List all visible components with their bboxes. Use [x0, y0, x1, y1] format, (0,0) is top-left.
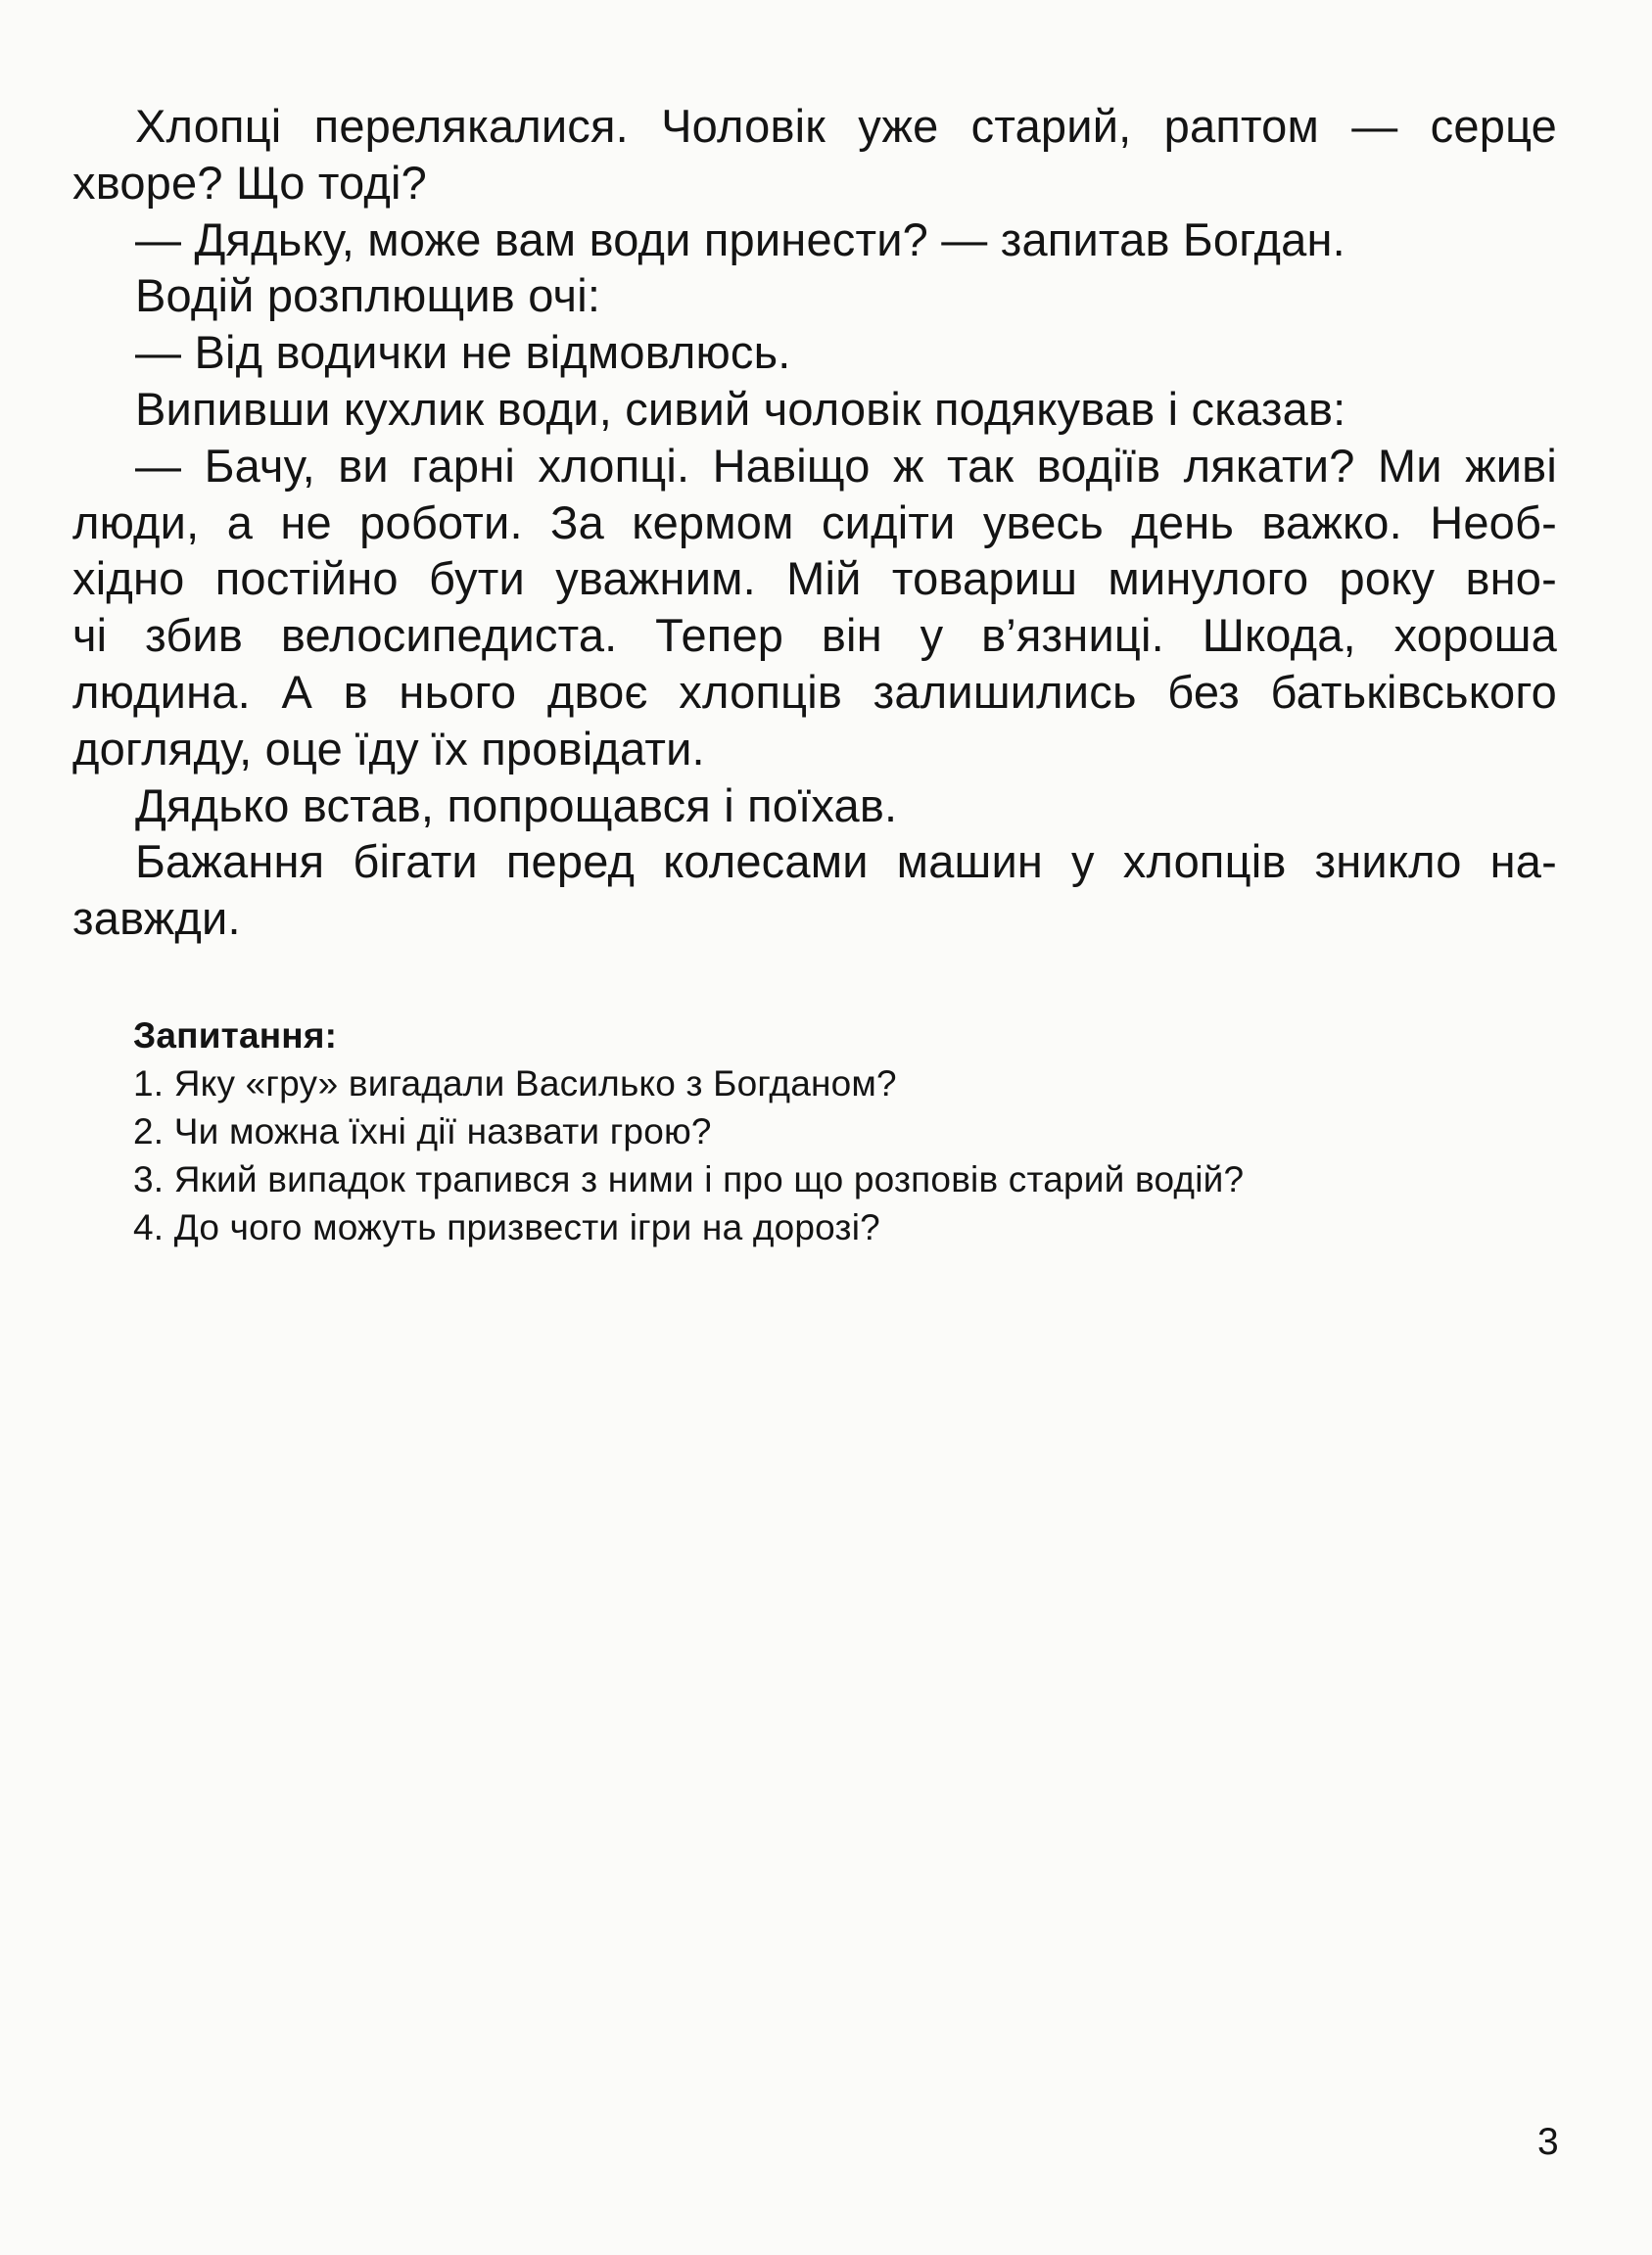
page-number: 3: [1537, 2121, 1559, 2163]
story-line: догляду, оце їду їх провідати.: [72, 722, 705, 775]
story-text: [72, 98, 1557, 947]
questions-heading: Запитання:: [133, 1015, 338, 1056]
story-line: Водій розплющив очі:: [135, 269, 601, 322]
story-line: Хлопці перелякалися. Чоловік уже старий, раптом — серце: [135, 100, 1557, 152]
question-item: 3. Який випадок трапився з ними і про що розповів старий водій?: [133, 1159, 1245, 1199]
story-line: чі збив велосипедиста. Тепер він у в’язниці. Шкода, хороша: [72, 609, 1557, 662]
question-item: 2. Чи можна їхні дії назвати грою?: [133, 1111, 712, 1151]
story-line: люди, а не роботи. За кермом сидіти увесь день важко. Необ-: [72, 495, 1557, 548]
question-item: 4. До чого можуть призвести ігри на дорозі?: [133, 1207, 880, 1247]
story-line: людина. А в нього двоє хлопців залишились без батьківського: [72, 665, 1557, 718]
story-line: Випивши кухлик води, сивий чоловік подякував і сказав:: [135, 382, 1346, 435]
questions-section: [133, 1011, 1553, 1251]
story-line: Дядько встав, попрощався і поїхав.: [135, 778, 898, 831]
story-line: — Дядьку, може вам води принести? — запитав Богдан.: [135, 212, 1345, 265]
story-line: завжди.: [72, 892, 241, 945]
story-line: — Бачу, ви гарні хлопці. Навіщо ж так водіїв лякати? Ми живі: [135, 439, 1557, 492]
story-line: Бажання бігати перед колесами машин у хлопців зникло на-: [135, 835, 1557, 888]
story-line: хідно постійно бути уважним. Мій товариш минулого року вно-: [72, 552, 1557, 605]
story-line: — Від водички не відмовлюсь.: [135, 326, 791, 379]
story-line: хворе? Що тоді?: [72, 156, 427, 209]
question-item: 1. Яку «гру» вигадали Василько з Богданом?: [133, 1063, 897, 1104]
